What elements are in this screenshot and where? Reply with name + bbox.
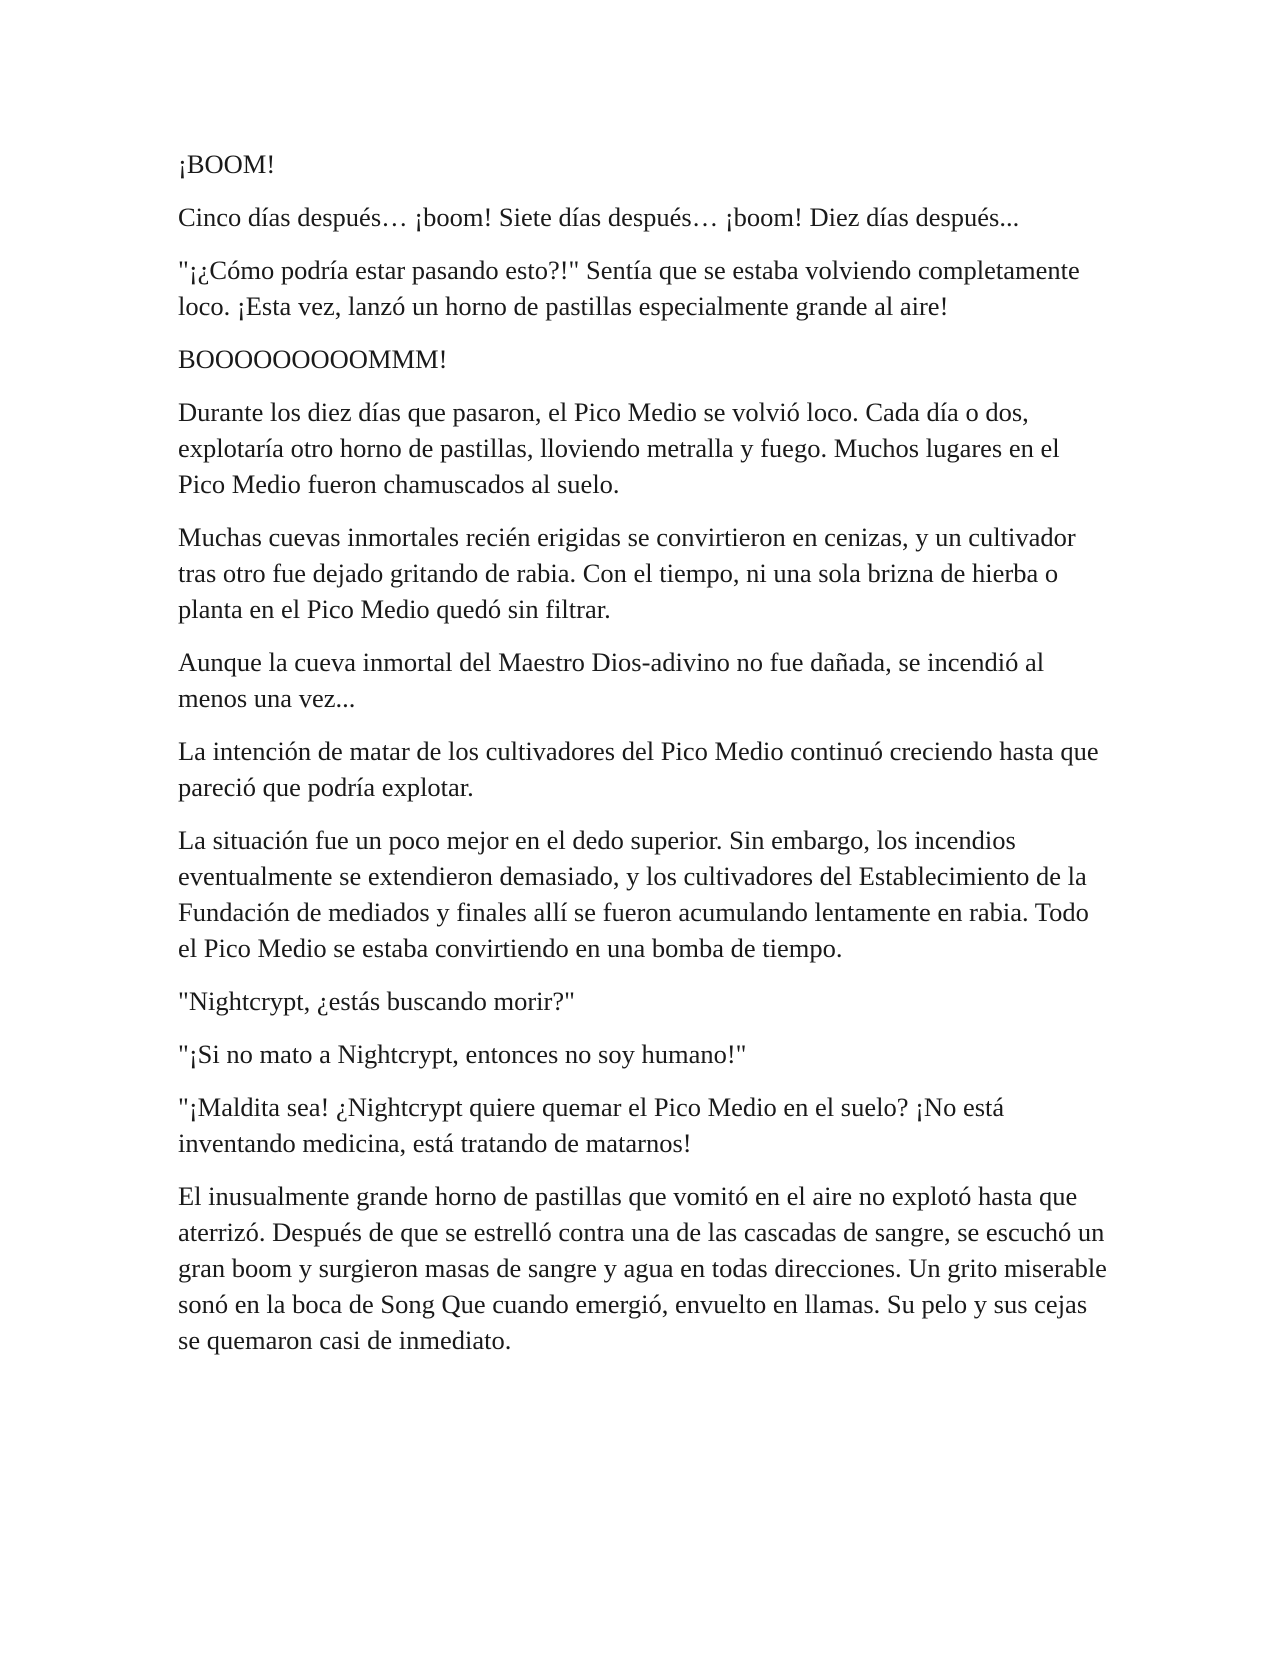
paragraph: Aunque la cueva inmortal del Maestro Dios-adivino no fue dañada, se incendió al menos una vez...	[178, 647, 1045, 713]
paragraph: BOOOOOOOOOMMM!	[178, 344, 448, 374]
paragraph: "¡Maldita sea! ¿Nightcrypt quiere quemar el Pico Medio en el suelo? ¡No está inventando medicina, está tratando de matarnos!	[178, 1092, 1005, 1158]
paragraph: Durante los diez días que pasaron, el Pico Medio se volvió loco. Cada día o dos, explotaría otro horno de pastillas, lloviendo metralla y fuego. Muchos lugares en el Pico Medio fueron chamuscados al suelo.	[178, 397, 1060, 499]
paragraph: La intención de matar de los cultivadores del Pico Medio continuó creciendo hasta que pareció que podría explotar.	[178, 736, 1099, 802]
paragraph: Muchas cuevas inmortales recién erigidas se convirtieron en cenizas, y un cultivador tras otro fue dejado gritando de rabia. Con el tiempo, ni una sola brizna de hierba o planta en el Pico Medio quedó sin filtrar.	[178, 522, 1076, 624]
paragraph: ¡BOOM!	[178, 149, 276, 179]
document-body	[178, 146, 1108, 1375]
paragraph: "¡Si no mato a Nightcrypt, entonces no soy humano!"	[178, 1039, 747, 1069]
paragraph: La situación fue un poco mejor en el dedo superior. Sin embargo, los incendios eventualmente se extendieron demasiado, y los cultivadores del Establecimiento de la Fundación de mediados y finales allí se fueron acumulando lentamente en rabia. Todo el Pico Medio se estaba convirtiendo en una bomba de tiempo.	[178, 825, 1089, 963]
paragraph: "¡¿Cómo podría estar pasando esto?!" Sentía que se estaba volviendo completamente loco. ¡Esta vez, lanzó un horno de pastillas especialmente grande al aire!	[178, 255, 1080, 321]
paragraph: "Nightcrypt, ¿estás buscando morir?"	[178, 986, 575, 1016]
paragraph: El inusualmente grande horno de pastillas que vomitó en el aire no explotó hasta que aterrizó. Después de que se estrelló contra una de las cascadas de sangre, se escuchó un gran boom y surgieron masas de sangre y agua en todas direcciones. Un grito miserable sonó en la boca de Song Que cuando emergió, envuelto en llamas. Su pelo y sus cejas se quemaron casi de inmediato.	[178, 1181, 1107, 1355]
paragraph: Cinco días después… ¡boom! Siete días después… ¡boom! Diez días después...	[178, 202, 1020, 232]
